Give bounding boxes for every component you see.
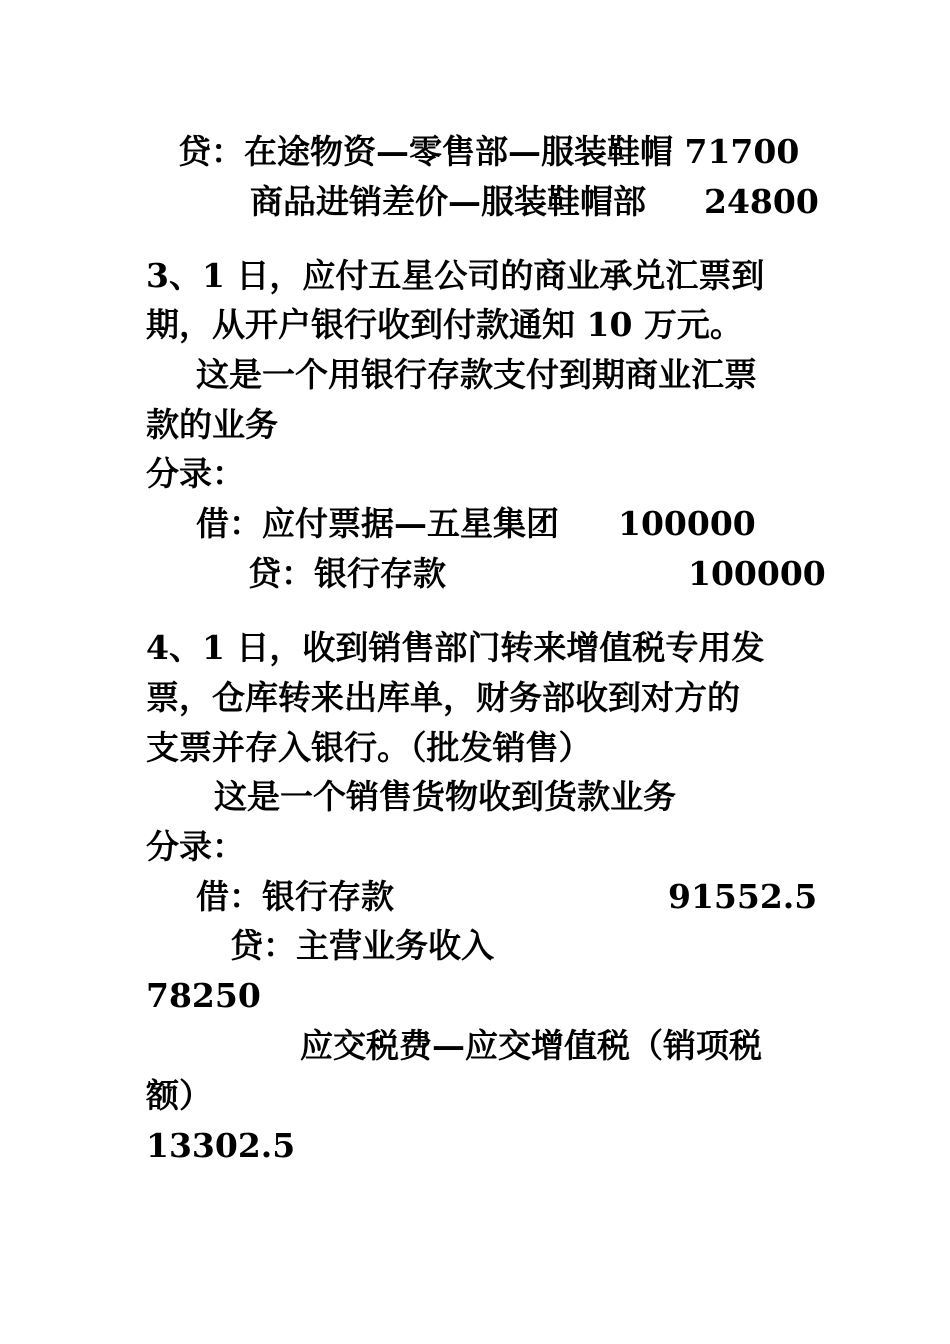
item3-desc-line1: 3、1 日，应付五星公司的商业承兑汇票到 [146,256,765,295]
item3-explain-line2: 款的业务 [146,405,278,444]
item3-desc-line2: 期，从开户银行收到付款通知 10 万元。 [146,305,743,344]
item3-explain-line1: 这是一个用银行存款支付到期商业汇票 [196,355,757,394]
item4-debit-amount: 91552.5 [668,877,818,916]
item4-desc-line1: 4、1 日，收到销售部门转来增值税专用发 [146,628,765,667]
item4-credit2-label-line2: 额） [146,1076,212,1115]
item4-credit1-label: 贷：主营业务收入 [230,926,494,965]
prev-credit-line1: 贷：在途物资—零售部—服装鞋帽 71700 [178,132,800,171]
item3-credit-label: 贷：银行存款 [248,554,446,593]
item3-debit-amount: 100000 [618,504,756,543]
item4-explain-line1: 这是一个销售货物收到货款业务 [214,777,676,816]
item4-entry-label: 分录： [146,827,245,866]
item3-debit-label: 借：应付票据—五星集团 [196,504,559,543]
prev-credit-line2-amount: 24800 [704,182,819,221]
item4-debit-label: 借：银行存款 [196,877,394,916]
item3-entry-label: 分录： [146,454,245,493]
prev-credit-line2-label: 商品进销差价—服装鞋帽部 [250,182,646,221]
item4-desc-line2: 票，仓库转来出库单，财务部收到对方的 [146,678,740,717]
item4-credit2-label-line1: 应交税费—应交增值税（销项税 [300,1026,762,1065]
item4-credit2-amount: 13302.5 [146,1126,296,1165]
item3-credit-amount: 100000 [688,554,826,593]
item4-credit1-amount: 78250 [146,976,261,1015]
item4-desc-line3: 支票并存入银行。（批发销售） [146,728,592,767]
